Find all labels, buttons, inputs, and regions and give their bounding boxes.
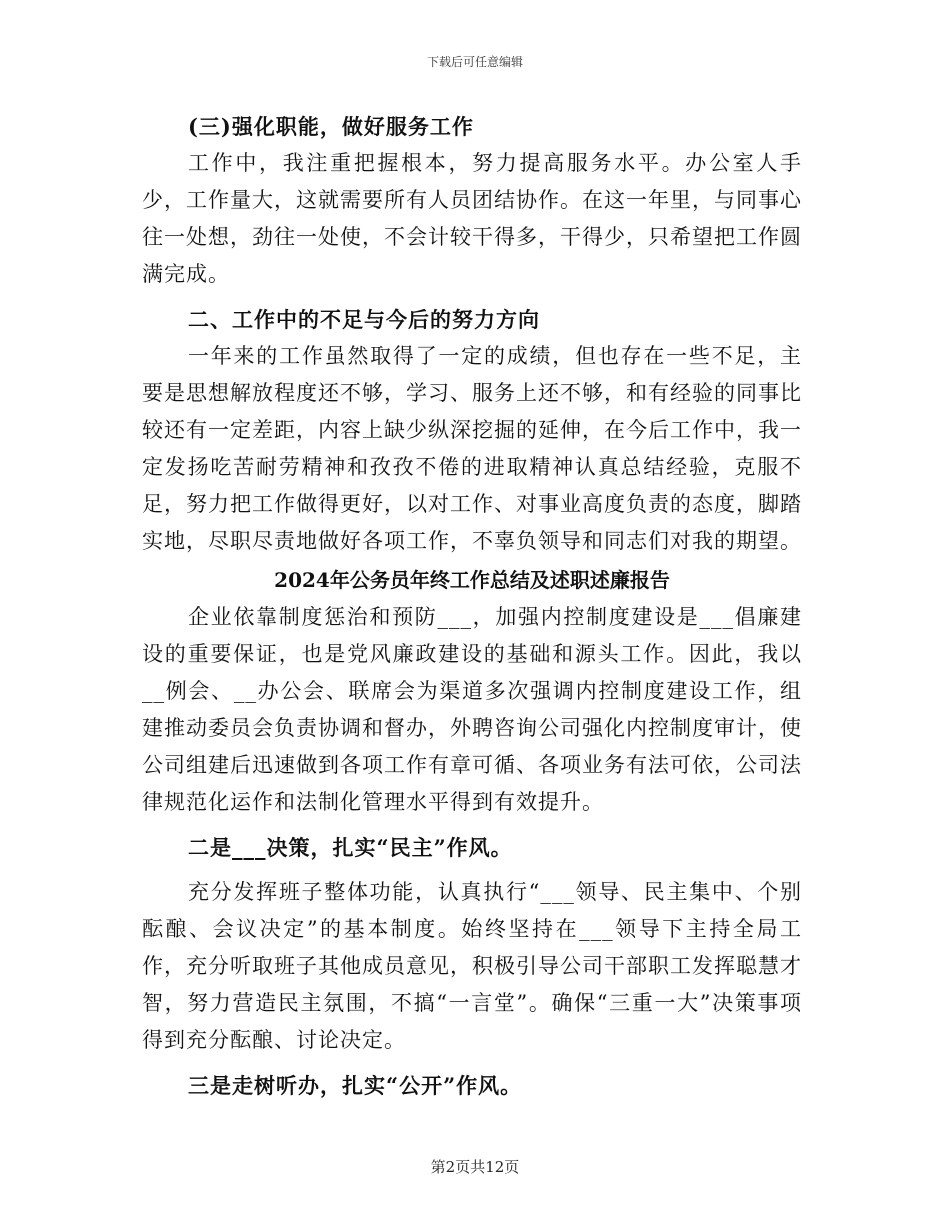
document-title: 2024年公务员年终工作总结及述职述廉报告 bbox=[274, 568, 670, 592]
section-heading: 二、工作中的不足与今后的努力方向 bbox=[188, 307, 540, 332]
page-header: 下载后可任意编辑 bbox=[426, 55, 523, 69]
section-heading: (三)强化职能，做好服务工作 bbox=[188, 114, 474, 139]
page-footer: 第2页共12页 bbox=[430, 1158, 520, 1176]
section-heading: 三是走树听办，扎实“公开”作风。 bbox=[188, 1073, 523, 1098]
body-paragraph: 充分发挥班子整体功能，认真执行“___领导、民主集中、个别酝酿、会议决定”的基本制度。始终坚持在___领导下主持全局工作，充分听取班子其他成员意见，积极引导公司干部职工发挥聪慧才智，努力营造民主氛围，不搞“一言堂”。确保“三重一大”决策事项得到充分酝酿、讨论决定。 bbox=[142, 880, 802, 1052]
body-paragraph: 企业依靠制度惩治和预防___，加强内控制度建设是___倡廉建设的重要保证，也是党风廉政建设的基础和源头工作。因此，我以__例会、__办公会、联席会为渠道多次强调内控制度建设工作，组建推动委员会负责协调和督办，外聘咨询公司强化内控制度审计，使公司组建后迅速做到各项工作有章可循、各项业务有法可依，公司法律规范化运作和法制化管理水平得到有效提升。 bbox=[142, 605, 802, 814]
section-heading: 二是___决策，扎实“民主”作风。 bbox=[188, 835, 513, 860]
document-body bbox=[142, 108, 802, 1104]
body-paragraph: 工作中，我注重把握根本，努力提高服务水平。办公室人手少，工作量大，这就需要所有人员团结协作。在这一年里，与同事心往一处想，劲往一处使，不会计较干得多，干得少，只希望把工作圆满完成。 bbox=[142, 151, 802, 286]
body-paragraph: 一年来的工作虽然取得了一定的成绩，但也存在一些不足，主要是思想解放程度还不够，学习、服务上还不够，和有经验的同事比较还有一定差距，内容上缺少纵深挖掘的延伸，在今后工作中，我一定发扬吃苦耐劳精神和孜孜不倦的进取精神认真总结经验，克服不足，努力把工作做得更好，以对工作、对事业高度负责的态度，脚踏实地，尽职尽责地做好各项工作，不辜负领导和同志们对我的期望。 bbox=[142, 344, 802, 553]
